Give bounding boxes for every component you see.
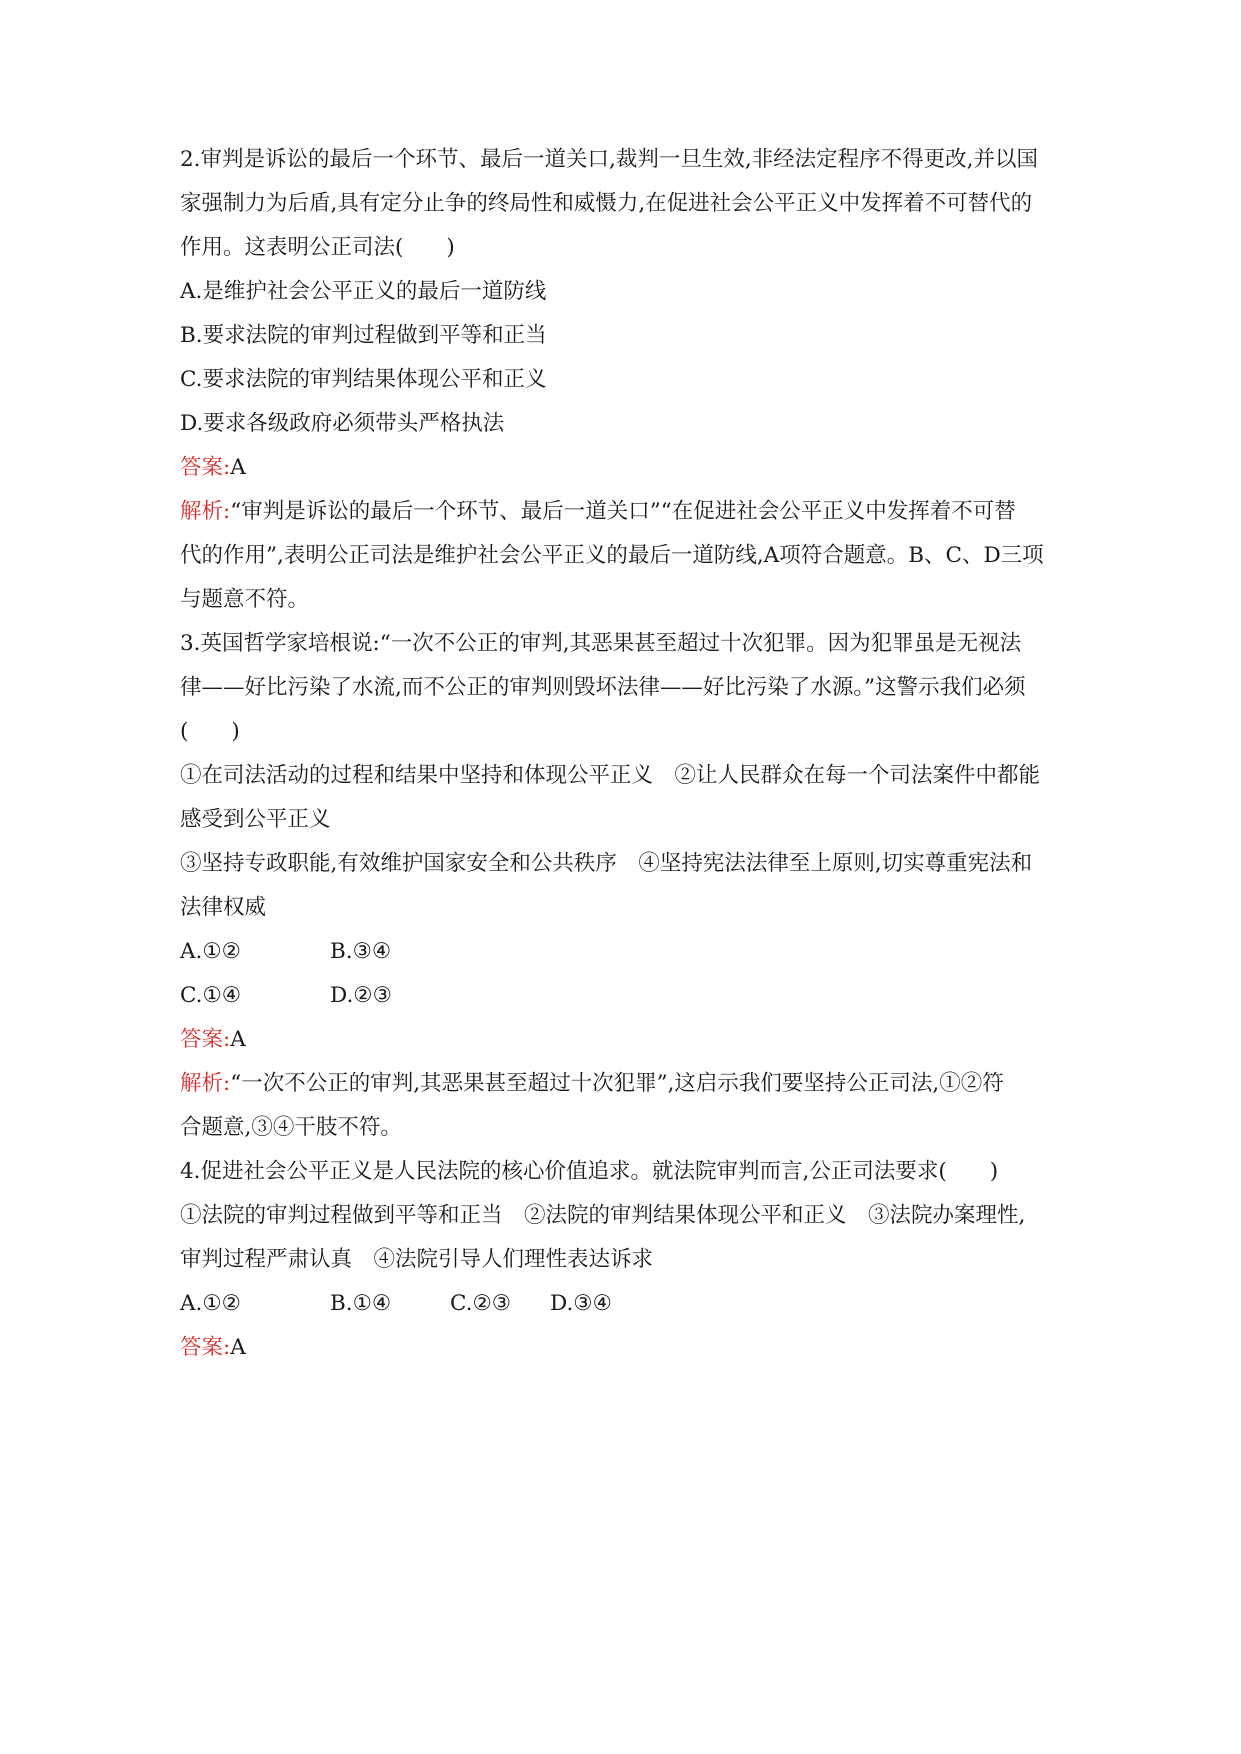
option-a: A.①②: [180, 939, 241, 964]
option-b: B.③④: [330, 939, 392, 964]
answer-line: [180, 1333, 246, 1363]
option-d: D.③④: [550, 1291, 612, 1316]
answer-value: A: [230, 455, 246, 480]
analysis-text: “一次不公正的审判,其恶果甚至超过十次犯罪”,这启示我们要坚持公正司法,①②符: [230, 1071, 1004, 1096]
question-stem: ( ): [180, 719, 240, 744]
answer-label: 答案:: [180, 1027, 231, 1052]
answer-value: A: [230, 1027, 246, 1052]
analysis-line: [180, 497, 1016, 527]
analysis-text: 代的作用”,表明公正司法是维护社会公平正义的最后一道防线,A项符合题意。B、C、D三项: [180, 543, 1044, 568]
question-stem: 作用。这表明公正司法( ): [180, 235, 455, 260]
option-b: B.要求法院的审判过程做到平等和正当: [180, 323, 547, 348]
answer-label: 答案:: [180, 1335, 231, 1360]
question-stem: 2.审判是诉讼的最后一个环节、最后一道关口,裁判一旦生效,非经法定程序不得更改,并以国: [180, 147, 1039, 172]
answer-label: 答案:: [180, 455, 231, 480]
statement-line: 感受到公平正义: [180, 807, 331, 832]
option-a: A.①②: [180, 1291, 241, 1316]
option-d: D.②③: [330, 983, 392, 1008]
analysis-text: 合题意,③④干肢不符。: [180, 1115, 402, 1140]
option-c: C.要求法院的审判结果体现公平和正义: [180, 367, 547, 392]
option-c: C.②③: [450, 1291, 512, 1316]
answer-line: [180, 453, 246, 483]
question-stem: 4.促进社会公平正义是人民法院的核心价值追求。就法院审判而言,公正司法要求( ): [180, 1159, 999, 1184]
statement-line: 法律权威: [180, 895, 267, 920]
statement-line: ①在司法活动的过程和结果中坚持和体现公平正义 ②让人民群众在每一个司法案件中都能: [180, 763, 1041, 788]
options-row: [180, 1289, 612, 1319]
analysis-label: 解析:: [180, 499, 231, 524]
option-c: C.①④: [180, 983, 242, 1008]
answer-value: A: [230, 1335, 246, 1360]
analysis-text: “审判是诉讼的最后一个环节、最后一道关口”“在促进社会公平正义中发挥着不可替: [230, 499, 1016, 524]
option-d: D.要求各级政府必须带头严格执法: [180, 411, 505, 436]
question-stem: 家强制力为后盾,具有定分止争的终局性和威慑力,在促进社会公平正义中发挥着不可替代的: [180, 191, 1033, 216]
statement-line: ③坚持专政职能,有效维护国家安全和公共秩序 ④坚持宪法法律至上原则,切实尊重宪法和: [180, 851, 1033, 876]
analysis-text: 与题意不符。: [180, 587, 310, 612]
option-b: B.①④: [330, 1291, 392, 1316]
statement-line: ①法院的审判过程做到平等和正当 ②法院的审判结果体现公平和正义 ③法院办案理性,: [180, 1203, 1026, 1228]
option-a: A.是维护社会公平正义的最后一道防线: [180, 279, 547, 304]
analysis-line: [180, 1069, 1004, 1099]
answer-line: [180, 1025, 246, 1055]
analysis-label: 解析:: [180, 1071, 231, 1096]
options-row: [180, 937, 392, 967]
statement-line: 审判过程严肃认真 ④法院引导人们理性表达诉求: [180, 1247, 654, 1272]
question-stem: 3.英国哲学家培根说:“一次不公正的审判,其恶果甚至超过十次犯罪。因为犯罪虽是无视法: [180, 631, 1022, 656]
question-stem: 律——好比污染了水流,而不公正的审判则毁坏法律——好比污染了水源。”这警示我们必须: [180, 675, 1026, 700]
options-row: [180, 981, 392, 1011]
